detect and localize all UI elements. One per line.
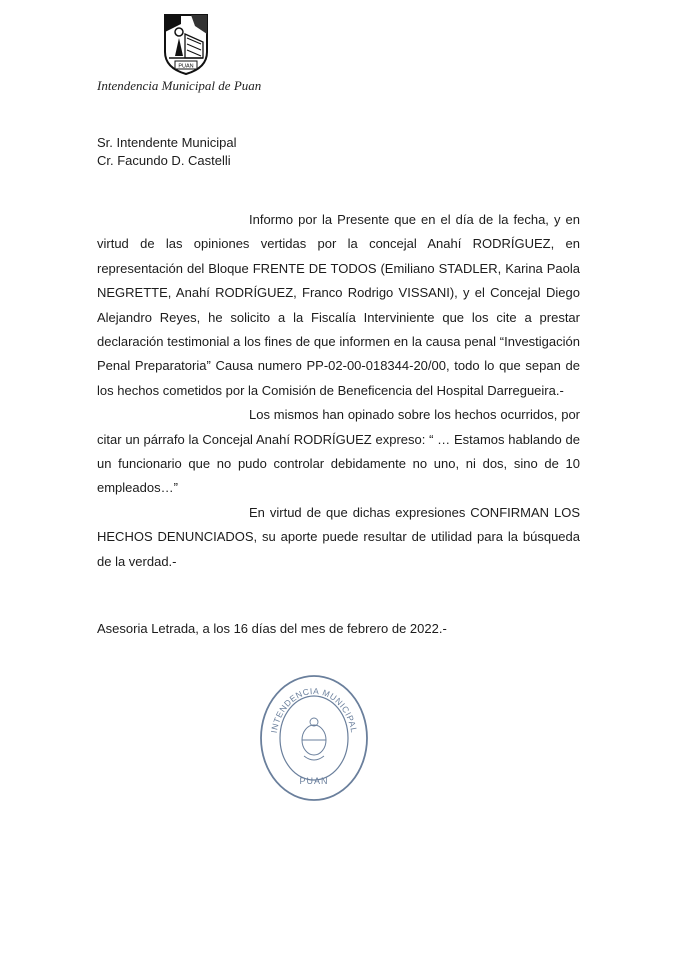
addressee-line-2: Cr. Facundo D. Castelli — [97, 153, 231, 168]
svg-text:PUAN: PUAN — [299, 776, 329, 786]
paragraph-3: En virtud de que dichas expresiones CONFIRMAN LOS HECHOS DENUNCIADOS, su aporte puede resultar de utilidad para la búsqueda de la verdad.- — [97, 504, 580, 569]
municipal-crest-logo — [161, 12, 211, 76]
letter-body — [97, 208, 580, 574]
paragraph-2: Los mismos han opinado sobre los hechos ocurridos, por citar un párrafo la Concejal Anahí RODRÍGUEZ expreso: “ … Estamos hablando de un funcionario que no pudo controlar debidamente no uno, ni dos, sino de 10 empleados…” — [97, 407, 580, 496]
letterhead-org-name: Intendencia Municipal de Puan — [97, 78, 262, 93]
svg-text:PUAN: PUAN — [178, 63, 194, 70]
addressee-line-1: Sr. Intendente Municipal — [97, 135, 237, 150]
paragraph-1: Informo por la Presente que en el día de la fecha, y en virtud de las opiniones vertidas por la concejal Anahí RODRÍGUEZ, en representación del Bloque FRENTE DE TODOS (Emiliano STADLER, Karina Paola NEGRETTE, Anahí RODRÍGUEZ, Franco Rodrigo VISSANI), y el Concejal Diego Alejandro Reyes, he solicito a la Fiscalía Interviniente que los cite a prestar declaración testimonial a los fines de que informen en la causa penal “Investigación Penal Preparatoria” Causa numero PP-02-00-018344-20/00, todo lo que sepan de los hechos cometidos por la Comisión de Beneficencia del Hospital Darregueira.- — [97, 212, 580, 398]
svg-text:INTENDENCIA MUNICIPAL: INTENDENCIA MUNICIPAL — [268, 685, 360, 734]
closing-line: Asesoria Letrada, a los 16 días del mes de febrero de 2022.- — [97, 621, 447, 636]
official-seal-stamp — [258, 672, 370, 804]
addressee-block — [97, 134, 236, 170]
